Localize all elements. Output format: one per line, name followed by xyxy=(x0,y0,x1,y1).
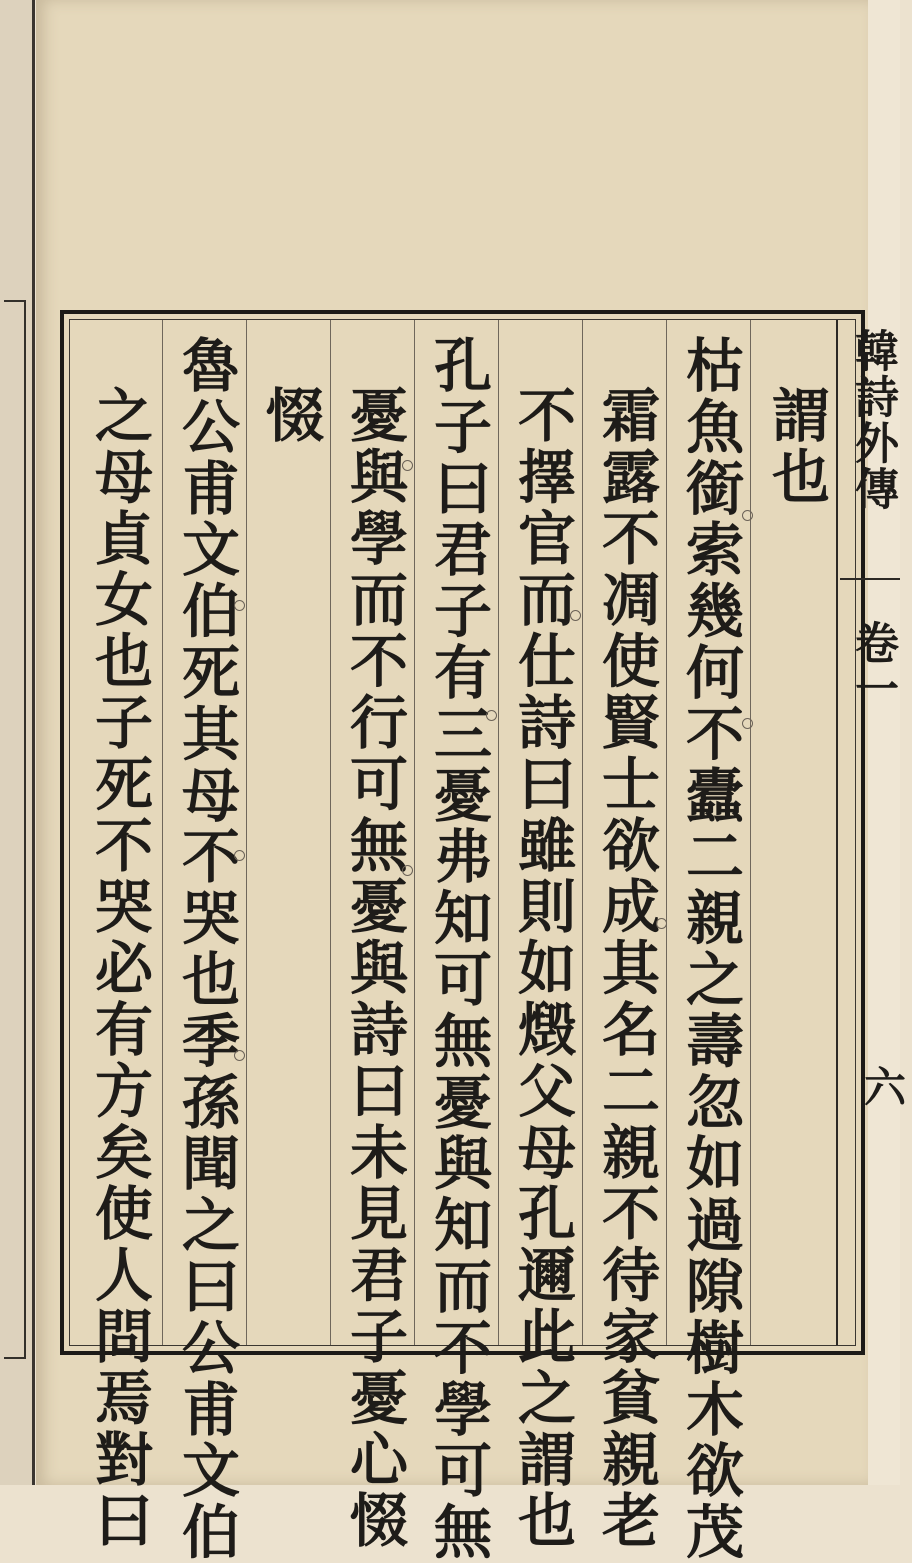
previous-page-border xyxy=(4,300,26,1359)
text-column-4 xyxy=(499,385,585,1552)
column-text: 不擇官而仕詩曰雖則如燬父母孔邇此之謂也 xyxy=(508,385,576,1552)
text-column-6 xyxy=(331,385,417,1552)
punctuation-mark xyxy=(570,610,581,621)
column-text: 惙 xyxy=(256,385,324,447)
fish-tail-mark xyxy=(840,578,900,580)
text-column-1 xyxy=(753,385,839,508)
page-margin-right xyxy=(868,0,900,1485)
column-text: 謂也 xyxy=(762,385,830,508)
punctuation-mark xyxy=(486,710,497,721)
text-column-5 xyxy=(415,335,501,1563)
column-text: 憂與學而不行可無憂與詩曰未見君子憂心惙 xyxy=(340,385,408,1552)
print-frame-inner xyxy=(69,319,907,1563)
punctuation-mark xyxy=(656,918,667,929)
punctuation-mark xyxy=(402,460,413,471)
punctuation-mark xyxy=(402,865,413,876)
punctuation-mark xyxy=(742,718,753,729)
column-text: 枯魚銜索幾何不蠹二親之壽忽如過隙樹木欲茂 xyxy=(676,335,744,1563)
punctuation-mark xyxy=(234,600,245,611)
column-text: 霜露不凋使賢士欲成其名二親不待家貧親老 xyxy=(592,385,660,1552)
text-column-2 xyxy=(667,335,753,1563)
print-frame xyxy=(60,310,907,1563)
book-title: 韓詩外傳 xyxy=(847,328,898,512)
punctuation-mark xyxy=(234,850,245,861)
column-text: 孔子曰君子有三憂弗知可無憂與知而不學可無 xyxy=(424,335,492,1563)
text-column-3 xyxy=(583,385,669,1552)
banxin-juan xyxy=(846,620,898,712)
column-text: 之母貞女也子死不哭必有方矣使人問焉對曰 xyxy=(85,385,153,1552)
text-column-7 xyxy=(247,385,333,446)
punctuation-mark xyxy=(742,510,753,521)
banxin-title xyxy=(846,328,898,512)
column-text: 魯公甫文伯死其母不哭也季孫聞之曰公甫文伯 xyxy=(172,335,240,1563)
previous-page-edge xyxy=(0,0,35,1485)
page-number: 六 xyxy=(858,1065,907,1107)
text-column-9 xyxy=(76,385,162,1552)
text-column-8 xyxy=(163,335,249,1563)
juan-label: 卷一 xyxy=(847,620,898,712)
punctuation-mark xyxy=(234,1050,245,1061)
